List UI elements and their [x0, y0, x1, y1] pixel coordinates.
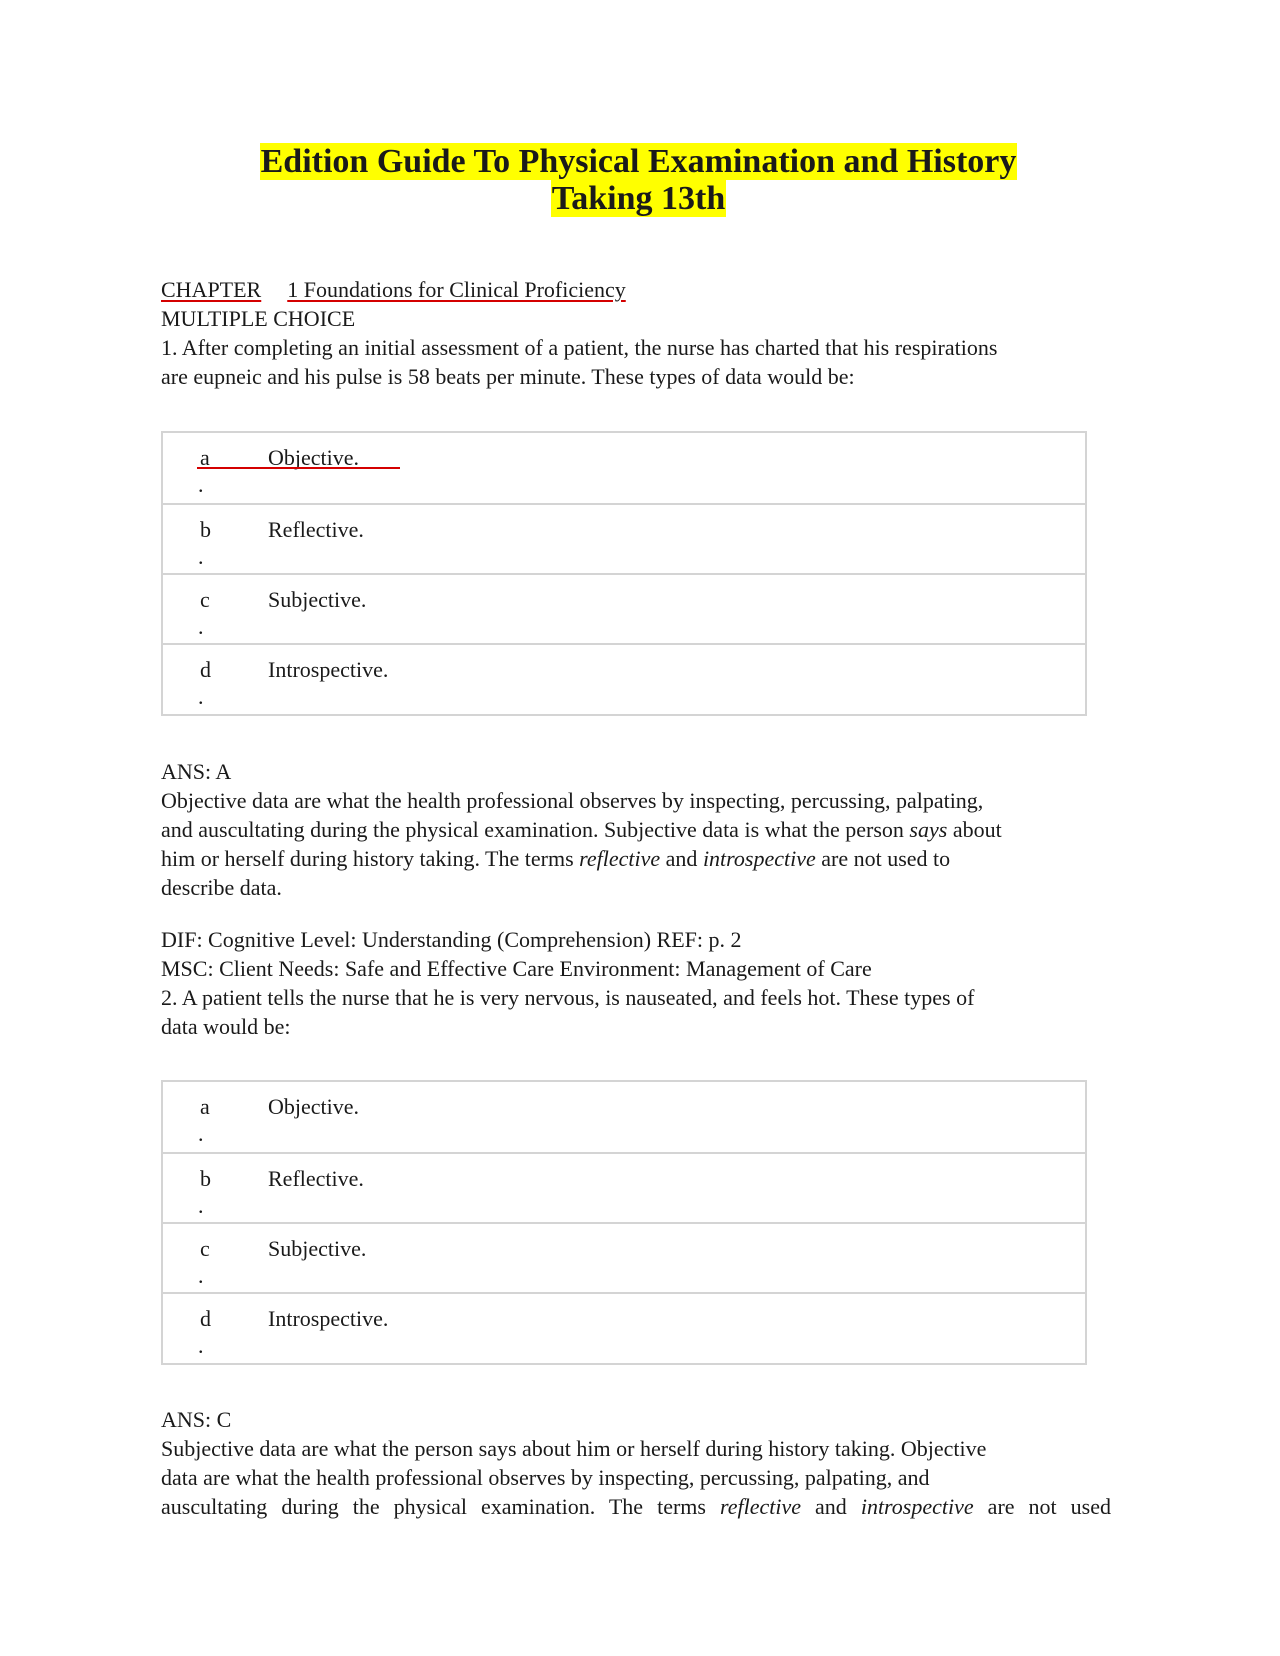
rationale-1-line-1: Objective data are what the health professional observes by inspecting, percussing, palpating, — [161, 788, 984, 813]
emphasis: introspective — [860, 1494, 974, 1519]
text-run: and auscultating during the physical examination. Subjective data is what the person — [161, 817, 910, 842]
option-text: Introspective. — [268, 657, 389, 682]
emphasis: introspective — [702, 846, 816, 871]
option-dot: . — [198, 1121, 204, 1146]
option-dot: . — [198, 614, 204, 639]
option-row[interactable] — [163, 1152, 1085, 1222]
option-row[interactable] — [163, 643, 1085, 713]
section-heading: MULTIPLE CHOICE — [161, 306, 356, 331]
text-run: are not used to — [815, 846, 951, 871]
chapter-heading — [161, 275, 1121, 304]
option-row[interactable] — [163, 1292, 1085, 1362]
correct-answer-underline — [197, 467, 400, 469]
question-1-line-1: 1. After completing an initial assessment of a patient, the nurse has charted that his respirations — [161, 335, 998, 360]
rationale-1-line-4: describe data. — [161, 875, 282, 900]
option-dot: . — [198, 1333, 204, 1358]
option-letter: a — [200, 1094, 210, 1119]
option-text: Subjective. — [268, 587, 367, 612]
rationale-2-line-2: data are what the health professional observes by inspecting, percussing, palpating, and — [161, 1465, 930, 1490]
text-run: him or herself during history taking. The terms — [161, 846, 580, 871]
option-text: Reflective. — [268, 517, 364, 542]
option-dot: . — [198, 684, 204, 709]
text-run: auscultating during the physical examination. The terms — [161, 1494, 720, 1519]
option-row[interactable] — [163, 573, 1085, 643]
option-letter: c — [200, 1236, 210, 1261]
option-row[interactable] — [163, 433, 1085, 503]
rationale-1-line-3 — [161, 844, 1121, 873]
option-row[interactable] — [163, 1082, 1085, 1152]
option-dot: . — [198, 472, 204, 497]
title-line-1: Edition Guide To Physical Examination and History — [260, 143, 1017, 180]
option-text: Subjective. — [268, 1236, 367, 1261]
emphasis: says — [909, 817, 948, 842]
option-letter: b — [200, 517, 211, 542]
option-letter: a — [200, 445, 210, 470]
question-1-answer-block — [161, 757, 1121, 902]
option-text: Reflective. — [268, 1166, 364, 1191]
option-dot: . — [198, 1263, 204, 1288]
option-dot: . — [198, 544, 204, 569]
option-letter: c — [200, 587, 210, 612]
option-row[interactable] — [163, 1222, 1085, 1292]
question-2-header — [161, 925, 1121, 1041]
chapter-label: CHAPTER — [161, 277, 262, 302]
option-text: Introspective. — [268, 1306, 389, 1331]
option-letter: b — [200, 1166, 211, 1191]
difficulty-1: DIF: Cognitive Level: Understanding (Comprehension) REF: p. 2 — [161, 927, 742, 952]
text-run: and — [660, 846, 703, 871]
question-2-answer-block — [161, 1405, 1121, 1521]
question-2-line-1: 2. A patient tells the nurse that he is very nervous, is nauseated, and feels hot. These types of — [161, 985, 975, 1010]
document-title — [161, 143, 1116, 217]
text-run: are not used — [973, 1494, 1112, 1519]
question-1-options — [161, 431, 1087, 716]
title-line-2: Taking 13th — [551, 180, 726, 217]
question-2-line-2: data would be: — [161, 1014, 291, 1039]
option-dot: . — [198, 1193, 204, 1218]
option-text: Objective. — [268, 1094, 360, 1119]
option-row[interactable] — [163, 503, 1085, 573]
answer-2: ANS: C — [161, 1407, 232, 1432]
question-1-line-2: are eupneic and his pulse is 58 beats per minute. These types of data would be: — [161, 364, 855, 389]
question-2-options — [161, 1080, 1087, 1365]
question-1-header — [161, 275, 1121, 391]
option-text: Objective. — [268, 445, 360, 470]
emphasis: reflective — [719, 1494, 802, 1519]
rationale-2-line-1: Subjective data are what the person says about him or herself during history taking. Objective — [161, 1436, 987, 1461]
msc-1: MSC: Client Needs: Safe and Effective Care Environment: Management of Care — [161, 956, 872, 981]
rationale-1-line-2 — [161, 815, 1121, 844]
option-letter: d — [200, 657, 211, 682]
text-run: and — [801, 1494, 861, 1519]
chapter-title: 1 Foundations for Clinical Proficiency — [287, 277, 626, 302]
answer-1: ANS: A — [161, 759, 232, 784]
emphasis: reflective — [579, 846, 661, 871]
text-run: about — [947, 817, 1002, 842]
option-letter: d — [200, 1306, 211, 1331]
rationale-2-line-3 — [161, 1492, 1111, 1521]
